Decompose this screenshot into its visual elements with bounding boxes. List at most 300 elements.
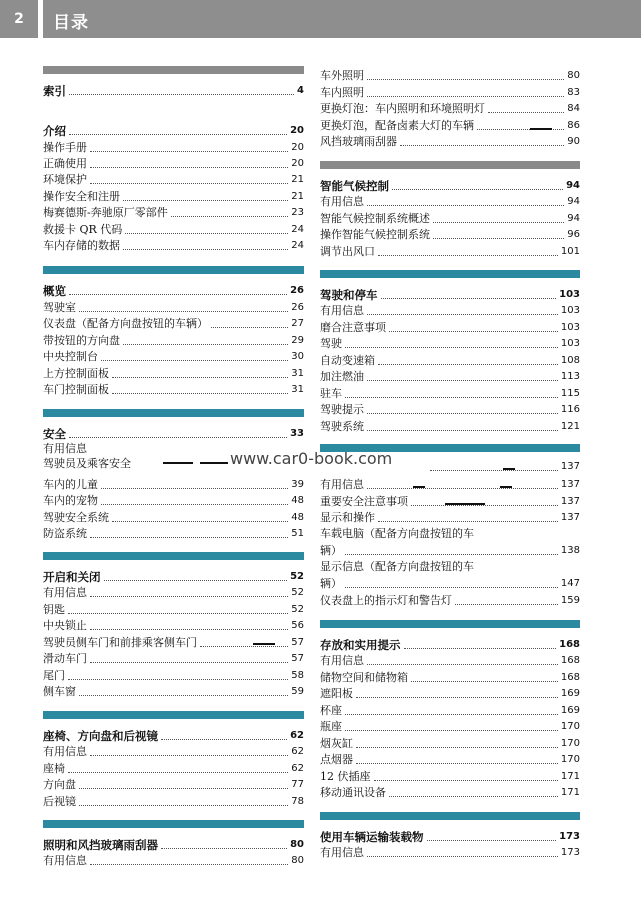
scan-dash [503,468,515,470]
toc-entry[interactable] [43,651,304,666]
toc-entry-title: 中央锁止 [43,619,87,632]
toc-entry-title: 侧车窗 [43,685,76,698]
dot-leader [125,233,288,234]
toc-page-number: 169 [560,688,580,699]
toc-entry-title: 驾驶安全系统 [43,511,109,524]
toc-entry[interactable] [43,668,304,683]
toc-entry[interactable] [43,316,304,331]
dot-leader [90,629,288,630]
toc-page-number: 48 [291,495,304,506]
toc-entry-title: 后视镜 [43,795,76,808]
dot-leader [90,537,288,538]
toc-page-number: 59 [291,686,304,697]
toc-entry-title: 方向盘 [43,778,76,791]
dot-leader [427,840,557,841]
toc-page-number: 26 [291,302,304,313]
toc-page-number: 108 [560,355,580,366]
toc-entry-title: 有用信息 [320,195,364,208]
toc-entry-title: 自动变速箱 [320,354,375,367]
toc-entry-title: 使用车辆运输装载物 [320,830,424,844]
toc-entry[interactable] [320,211,580,226]
toc-page-number: 62 [290,730,304,741]
toc-entry-title: 仪表盘（配备方向盘按钮的车辆） [43,317,208,330]
toc-page-number: 21 [291,191,304,202]
dot-leader [69,134,287,135]
toc-entry-line1: 显示信息（配备方向盘按钮的车 [320,560,474,573]
dot-leader [123,249,288,250]
toc-entry[interactable] [320,785,580,800]
toc-page-number: 57 [291,637,304,648]
dot-leader [79,788,288,789]
toc-page-number: 80 [567,70,580,81]
toc-entry[interactable] [320,576,580,591]
toc-entry-title: 车内存储的数据 [43,239,120,252]
dot-leader [211,327,288,328]
dot-leader [345,554,558,555]
dot-leader [378,364,558,365]
dot-leader [101,488,288,489]
toc-page-number: 137 [560,479,580,490]
toc-page-number: 20 [291,158,304,169]
toc-entry[interactable] [43,349,304,364]
toc-entry-title: 移动通讯设备 [320,786,386,799]
toc-page-number: 173 [559,831,580,842]
toc-page-number: 103 [560,322,580,333]
toc-entry[interactable] [320,593,580,608]
toc-entry[interactable] [43,205,304,220]
toc-page-number: 96 [567,229,580,240]
toc-entry[interactable] [320,68,580,83]
dot-leader [123,200,288,201]
toc-entry-title: 有用信息 [320,304,364,317]
dot-leader [356,697,558,698]
toc-entry-title: 有用信息 [43,854,87,867]
toc-entry[interactable] [320,477,580,492]
toc-entry[interactable] [43,382,304,397]
toc-page-number: 168 [560,672,580,683]
toc-entry-title: 加注燃油 [320,370,364,383]
toc-entry[interactable] [320,320,580,335]
toc-page-number: 137 [560,512,580,523]
toc-entry[interactable] [43,744,304,759]
dot-leader [367,79,564,80]
toc-entry[interactable] [320,494,580,509]
dot-leader [90,151,288,152]
scan-dash [200,462,228,464]
toc-page-number: 168 [559,639,580,650]
toc-entry-title: 操作手册 [43,141,87,154]
section-divider [320,161,580,169]
toc-chapter[interactable] [320,637,580,652]
toc-chapter[interactable] [320,178,580,193]
toc-entry[interactable] [320,402,580,417]
toc-page-number: 27 [291,318,304,329]
toc-entry-title: 智能气候控制 [320,179,389,193]
dot-leader [90,864,288,865]
toc-entry[interactable] [320,369,580,384]
section-divider [43,552,304,560]
toc-entry[interactable] [43,222,304,237]
toc-entry[interactable] [43,238,304,253]
dot-leader [374,780,558,781]
toc-entry-title: 12 伏插座 [320,770,371,783]
toc-page-number: 173 [560,847,580,858]
toc-entry-title: 驾驶员及乘客安全 [43,457,131,470]
toc-entry[interactable] [43,172,304,187]
toc-entry-title: 点烟器 [320,753,353,766]
toc-entry[interactable] [43,140,304,155]
toc-page-number: 121 [560,421,580,432]
dot-leader [367,380,558,381]
section-divider [43,266,304,274]
dot-leader [112,521,288,522]
toc-chapter[interactable] [43,283,304,298]
dot-leader [69,437,287,438]
toc-page-number: 170 [560,721,580,732]
toc-entry[interactable] [320,543,580,558]
toc-entry-title: 钥匙 [43,603,65,616]
toc-entry[interactable] [43,585,304,600]
dot-leader [367,430,558,431]
toc-page-number: 52 [291,587,304,598]
toc-entry-title: 有用信息 [43,586,87,599]
toc-entry-title: 重要安全注意事项 [320,495,408,508]
toc-entry[interactable] [320,736,580,751]
toc-entry-title: 驾驶系统 [320,420,364,433]
toc-page-number: 62 [291,746,304,757]
toc-entry[interactable] [320,510,580,525]
dot-leader [411,681,558,682]
toc-entry[interactable] [43,510,304,525]
dot-leader [90,662,288,663]
toc-entry[interactable] [43,477,304,492]
toc-entry[interactable] [43,684,304,699]
toc-chapter[interactable] [320,287,580,302]
page-number: 2 [14,11,24,27]
toc-entry-title: 车内照明 [320,86,364,99]
dot-leader [90,183,288,184]
page-header [0,0,641,38]
toc-chapter[interactable] [43,123,304,138]
toc-entry[interactable] [320,752,580,767]
toc-entry-title: 烟灰缸 [320,737,353,750]
toc-entry-title: 瓶座 [320,720,342,733]
toc-entry-title: 照明和风挡玻璃雨刮器 [43,838,158,852]
toc-entry-title: 储物空间和储物箱 [320,671,408,684]
dot-leader [389,796,558,797]
toc-entry-title: 有用信息 [43,442,87,455]
scan-dash [445,503,485,505]
dot-leader [356,763,558,764]
dot-leader [433,222,564,223]
toc-page-number: 84 [567,103,580,114]
dot-leader [68,679,288,680]
toc-entry-title: 正确使用 [43,157,87,170]
toc-entry-title: 仪表盘上的指示灯和警告灯 [320,594,452,607]
dot-leader [112,377,288,378]
toc-entry[interactable] [320,134,580,149]
toc-entry-title: 安全 [43,427,66,441]
toc-entry[interactable] [320,118,580,133]
toc-entry-title: 救援卡 QR 代码 [43,223,123,236]
toc-entry[interactable] [320,686,580,701]
section-divider [320,812,580,820]
toc-entry-title: 驾驶员侧车门和前排乘客侧车门 [43,636,197,649]
toc-entry-title: 座椅 [43,762,65,775]
toc-entry[interactable] [320,769,580,784]
toc-entry[interactable] [43,777,304,792]
toc-entry[interactable] [320,419,580,434]
section-divider [43,820,304,828]
toc-entry-title: 梅赛德斯-奔驰原厂零部件 [43,206,168,219]
toc-entry-title: 存放和实用提示 [320,638,401,652]
dot-leader [389,331,558,332]
toc-entry-title: 有用信息 [320,654,364,667]
dot-leader [90,755,288,756]
toc-page-number: 56 [291,620,304,631]
toc-page-number: 101 [560,246,580,257]
toc-entry-title: 中央控制台 [43,350,98,363]
toc-page-number: 103 [560,338,580,349]
toc-entry-title: 滑动车门 [43,652,87,665]
toc-page-number: 103 [560,305,580,316]
toc-entry-title: 介绍 [43,124,66,138]
toc-page-number: 169 [560,705,580,716]
toc-chapter[interactable] [43,426,304,441]
toc-page-number: 86 [567,120,580,131]
toc-entry-title: 遮阳板 [320,687,353,700]
toc-entry[interactable] [43,300,304,315]
toc-entry[interactable] [43,526,304,541]
toc-entry-title: 座椅、方向盘和后视镜 [43,729,158,743]
dot-leader [68,772,288,773]
toc-entry[interactable] [320,353,580,368]
toc-page-number: 21 [291,174,304,185]
toc-entry-title: 概览 [43,284,66,298]
dot-leader [392,189,563,190]
dot-leader [367,205,564,206]
toc-page-number: 168 [560,655,580,666]
dot-leader [411,505,558,506]
toc-page-number: 159 [560,595,580,606]
toc-entry-title: 有用信息 [320,478,364,491]
toc-entry[interactable] [43,366,304,381]
dot-leader [68,613,288,614]
toc-entry-title: 辆） [320,577,342,590]
toc-page-number: 31 [291,368,304,379]
toc-chapter[interactable] [320,829,580,844]
dot-leader [101,360,288,361]
toc-entry-title: 显示和操作 [320,511,375,524]
toc-entry-title: 上方控制面板 [43,367,109,380]
toc-entry-line1: 车载电脑（配备方向盘按钮的车 [320,527,474,540]
dot-leader [123,344,288,345]
toc-entry-title: 索引 [43,84,66,98]
dot-leader [488,112,564,113]
section-divider [320,620,580,628]
toc-entry[interactable] [320,845,580,860]
toc-entry[interactable] [43,189,304,204]
toc-page-number: 113 [560,371,580,382]
toc-entry[interactable] [43,602,304,617]
toc-page-number: 24 [291,224,304,235]
toc-entry-title: 驻车 [320,387,342,400]
toc-entry[interactable] [320,101,580,116]
page-title: 目录 [53,13,89,33]
toc-entry[interactable] [43,853,304,868]
toc-page-number: 31 [291,384,304,395]
toc-page-number: 83 [567,87,580,98]
toc-page-number: 115 [560,388,580,399]
toc-page-number: 58 [291,670,304,681]
toc-page-number: 94 [567,196,580,207]
toc-page-number: 30 [291,351,304,362]
toc-entry-title: 有用信息 [43,745,87,758]
toc-entry[interactable] [320,227,580,242]
toc-page-number: 103 [559,289,580,300]
dot-leader [171,216,289,217]
dot-leader [90,167,288,168]
scan-dash [413,486,425,488]
section-divider [43,409,304,417]
toc-entry-title: 有用信息 [320,846,364,859]
toc-entry[interactable] [43,493,304,508]
toc-page-number: 147 [560,578,580,589]
toc-page-number: 170 [560,738,580,749]
toc-entry[interactable] [320,194,580,209]
toc-chapter[interactable] [43,83,304,98]
dot-leader [455,604,558,605]
section-divider [43,66,304,74]
toc-entry-title: 环境保护 [43,173,87,186]
toc-entry[interactable] [320,244,580,259]
toc-page-number: 138 [560,545,580,556]
toc-page-number: 171 [560,771,580,782]
toc-entry-title: 杯座 [320,704,342,717]
toc-entry[interactable] [320,703,580,718]
toc-entry-title: 智能气候控制系统概述 [320,212,430,225]
toc-page-number: 62 [291,763,304,774]
toc-page-number: 90 [567,136,580,147]
toc-page-number: 52 [290,571,304,582]
header-separator [38,0,43,38]
dot-leader [200,646,288,647]
dot-leader [367,488,558,489]
dot-leader [367,314,558,315]
toc-page-number: 78 [291,796,304,807]
toc-page-number: 80 [290,839,304,850]
dot-leader [430,470,558,471]
toc-chapter[interactable] [43,728,304,743]
dot-leader [345,397,558,398]
toc-entry-title: 驾驶和停车 [320,288,378,302]
dot-leader [112,393,288,394]
toc-page-number: 4 [297,85,304,96]
toc-page-number: 52 [291,604,304,615]
dot-leader [400,145,564,146]
toc-entry[interactable] [43,761,304,776]
scan-dash [530,128,552,130]
toc-entry-title: 驾驶室 [43,301,76,314]
dot-leader [161,739,287,740]
toc-entry-title: 车内的宠物 [43,494,98,507]
dot-leader [345,347,558,348]
toc-entry-title: 防盗系统 [43,527,87,540]
toc-page-number: 94 [566,180,580,191]
toc-page-number: 23 [291,207,304,218]
toc-entry[interactable] [320,303,580,318]
toc-page-number: 57 [291,653,304,664]
toc-entry-title: 开启和关闭 [43,570,101,584]
toc-entry[interactable] [320,85,580,100]
toc-page-number: 29 [291,335,304,346]
toc-entry-title: 驾驶 [320,337,342,350]
toc-entry-title: 车门控制面板 [43,383,109,396]
dot-leader [90,596,288,597]
dot-leader [367,856,558,857]
toc-page-number: 171 [560,787,580,798]
toc-entry[interactable] [320,719,580,734]
toc-page-number: 48 [291,512,304,523]
toc-page-number: 137 [560,461,580,472]
scan-dash [253,643,275,645]
dot-leader [79,311,288,312]
toc-entry-title: 操作智能气候控制系统 [320,228,430,241]
dot-leader [161,848,287,849]
toc-entry[interactable] [43,618,304,633]
dot-leader [378,521,558,522]
toc-page-number: 26 [290,285,304,296]
dot-leader [367,413,558,414]
toc-entry[interactable] [43,156,304,171]
toc-entry-title: 风挡玻璃雨刮器 [320,135,397,148]
toc-page-number: 24 [291,240,304,251]
dot-leader [378,255,558,256]
toc-entry[interactable] [320,386,580,401]
toc-entry-title: 调节出风口 [320,245,375,258]
toc-entry[interactable] [320,670,580,685]
dot-leader [104,580,288,581]
toc-chapter[interactable] [43,569,304,584]
dot-leader [367,96,564,97]
toc-page-number: 20 [290,125,304,136]
toc-entry[interactable] [320,336,580,351]
dot-leader [101,504,288,505]
toc-page-number: 51 [291,528,304,539]
toc-entry[interactable] [43,794,304,809]
toc-page-number: 77 [291,779,304,790]
toc-entry-title: 辆） [320,544,342,557]
dot-leader [367,664,558,665]
dot-leader [79,805,288,806]
toc-entry[interactable] [320,653,580,668]
toc-entry-title: 带按钮的方向盘 [43,334,120,347]
dot-leader [345,730,558,731]
dot-leader [79,695,288,696]
toc-entry-title: 磨合注意事项 [320,321,386,334]
toc-page-number: 137 [560,496,580,507]
toc-page-number: 20 [291,142,304,153]
toc-page-number: 116 [560,404,580,415]
dot-leader [345,714,558,715]
toc-chapter[interactable] [43,837,304,852]
dot-leader [381,298,557,299]
toc-page-number: 170 [560,754,580,765]
toc-entry-title: 驾驶提示 [320,403,364,416]
section-divider [43,711,304,719]
toc-entry[interactable] [43,333,304,348]
scan-dash [500,486,512,488]
